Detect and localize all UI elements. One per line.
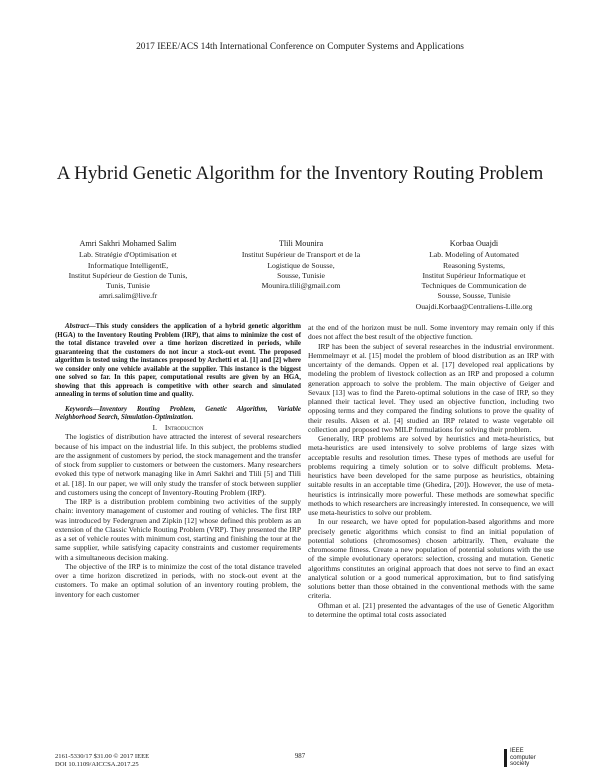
author-3 <box>390 239 558 312</box>
body-paragraph: The logistics of distribution have attracted the interest of several researchers because of his impact on the industrial life. In this subject, the problems studied are the assignment of customers by period, the stock management and the transfer of stock from supplier to customers or between the customers. Many researchers evoked this type of network managing like in Amri Sakhri and Tlili [5] and Tlili et al. [18]. In our paper, we will only study the transfer of stock between supplier and customers using the concept of Inventory-Routing Problem (IRP). <box>55 432 301 497</box>
footer-doi: DOI 10.1109/AICCSA.2017.25 <box>55 761 139 769</box>
author-block <box>44 239 558 312</box>
section-title: Introduction <box>164 423 204 433</box>
logo-text-society-word: society <box>510 760 530 767</box>
conference-header: 2017 IEEE/ACS 14th International Conference on Computer Systems and Applications <box>136 42 464 52</box>
author-1 <box>44 239 212 312</box>
author-affiliation-line: Lab. Stratégie d'Optimisation et <box>79 250 177 260</box>
author-affiliation-line: Reasoning Systems, <box>443 260 505 270</box>
section-number: I. <box>152 423 158 433</box>
author-affiliation-line: Institut Supérieur de Gestion de Tunis, <box>68 270 188 280</box>
author-affiliation-line: Lab. Modeling of Automated <box>429 250 519 260</box>
author-affiliation-line: Techniques de Communication de <box>421 281 527 291</box>
author-email: amri.salim@live.fr <box>98 291 158 301</box>
author-affiliation-line: Institut Supérieur de Transport et de la <box>241 250 361 260</box>
keywords: Keywords—Inventory Routing Problem, Genetic Algorithm, Variable Neighborhood Search, Simulation-Optimization. <box>55 405 301 422</box>
author-affiliation-line: Sousse, Tunisie <box>277 270 325 280</box>
author-affiliation-line: Informatique IntelligentE, <box>87 260 169 270</box>
author-affiliation-line: Institut Supérieur Informatique et <box>422 270 526 280</box>
body-paragraph: Ofhman et al. [21] presented the advantages of the use of Genetic Algorithm to determine the optimal total costs associated <box>308 600 554 619</box>
body-paragraph: IRP has been the subject of several researches in the industrial environment. Hemmelmayr et al. [15] model the problem of blood distribution as an IRP with uncertainty of the demands. Oppen et al. [17] developed real applications by modeling the problem of livestock collection as an IRP and proposed a column generation approach to solve the problem. The main objective of Geiger and Sevaux [13] was to find the Pareto-optimal solutions in the case of IRP, so they planned their tactical level. They used an objective function, including two opposing terms and they compared the finding solutions to prove the quality of their results. Aksen et al. [4] studied an IRP related to waste vegetable oil collection and proposed two MILP formulations for solving their problem. <box>308 341 554 434</box>
abstract <box>55 323 301 400</box>
logo-text-computer: computer <box>510 754 536 761</box>
right-column <box>308 323 554 619</box>
left-column <box>55 323 301 599</box>
body-paragraph: The objective of the IRP is to minimize the cost of the total distance traveled over a time horizon discretized in periods, with no stock-out event at the customers. To make an optimal solution of an inventory routing problem, the inventory for each customer <box>55 561 301 599</box>
footer-issn: 2161-5330/17 $31.00 © 2017 IEEE <box>55 753 150 760</box>
computer-society-logo <box>504 748 544 770</box>
logo-text-society <box>510 755 536 767</box>
logo-mark-icon <box>504 749 507 767</box>
body-paragraph: The IRP is a distribution problem combining two activities of the supply chain: inventory management of customer and routing of vehicles. The first IRP was introduced by Federgruen and Zipkin [12] whose defined this problem as an extension of the Classic Vehicle Routing Problem (VRP). They presented the IRP as a set of vehicle routes with minimum cost, starting and finishing the tour at the same supplier, while satisfying capacity constraints and customer requirements with a simultaneous decision making. <box>55 497 301 562</box>
body-paragraph: at the end of the horizon must be null. Some inventory may remain only if this does not affect the best result of the objective function. <box>308 323 554 342</box>
author-affiliation-line: Tunis, Tunisie <box>106 281 150 291</box>
body-paragraph: Generally, IRP problems are solved by heuristics and meta-heuristics, but meta-heuristics are used intensively to solve problems of large sizes with acceptable results and resolution times. These types of methods are useful for problems requiring a timely solution or to solve difficult problems. Meta-heuristics have been developed for the same purpose as heuristics, obtaining suitable results in an acceptable time (Ghedira, [20]). However, the use of meta-heuristics is intrinsically more powerful. These methods are somewhat specific methods to which researchers are increasingly interested. In consequence, we will use meta-heuristics to solve our problem. <box>308 434 554 517</box>
author-email: Ouajdi.Korbaa@Centraliens-Lille.org <box>415 301 533 311</box>
abstract-lead: Abstract <box>65 323 89 330</box>
author-2 <box>217 239 385 312</box>
author-name: Tlili Mounira <box>278 239 324 248</box>
paper-title: A Hybrid Genetic Algorithm for the Inventory Routing Problem <box>56 163 544 184</box>
author-affiliation-line: Logistique de Sousse, <box>267 260 335 270</box>
logo-text-ieee: IEEE <box>510 748 524 754</box>
author-name: Korbaa Ouajdi <box>449 239 499 248</box>
page-number: 987 <box>294 753 306 760</box>
author-email: Mounira.tlili@gmail.com <box>261 281 341 291</box>
section-heading <box>55 423 301 432</box>
abstract-text: —This study considers the application of a hybrid genetic algorithm (HGA) to the Inventory Routing Problem (IRP), that aims to minimize the cost of the total distance traveled over a time horizon discretized in periods, while guaranteeing that the customers do not incur a stock-out event. The proposed algorithm is tested using the instances proposed by Archetti et al. [1] and [2] where we consider only one vehicle available at the supplier. This instance is the biggest one solved so far. In this paper, computational results are given by an HGA, showing that this approach is competitive with other search and simulated annealing in terms of solution time and quality. <box>55 323 301 399</box>
author-name: Amri Sakhri Mohamed Salim <box>79 239 177 248</box>
body-paragraph: In our research, we have opted for population-based algorithms and more precisely genetic algorithms which consist to find an initial population of potential solutions (chromosomes) chosen arbitrarily. Then, evaluate the chromosome fitness. Create a new population of potential solutions with the use of the simple evolutionary operators: selection, crossing and mutation. Genetic algorithms constitutes an original approach that does not serve to find an exact analytical solution or a good numerical approximation, but to find satisfying solutions better than those obtained in the conventional methods with the same criteria. <box>308 517 554 601</box>
author-affiliation-line: Sousse, Sousse, Tunisie <box>437 291 511 301</box>
